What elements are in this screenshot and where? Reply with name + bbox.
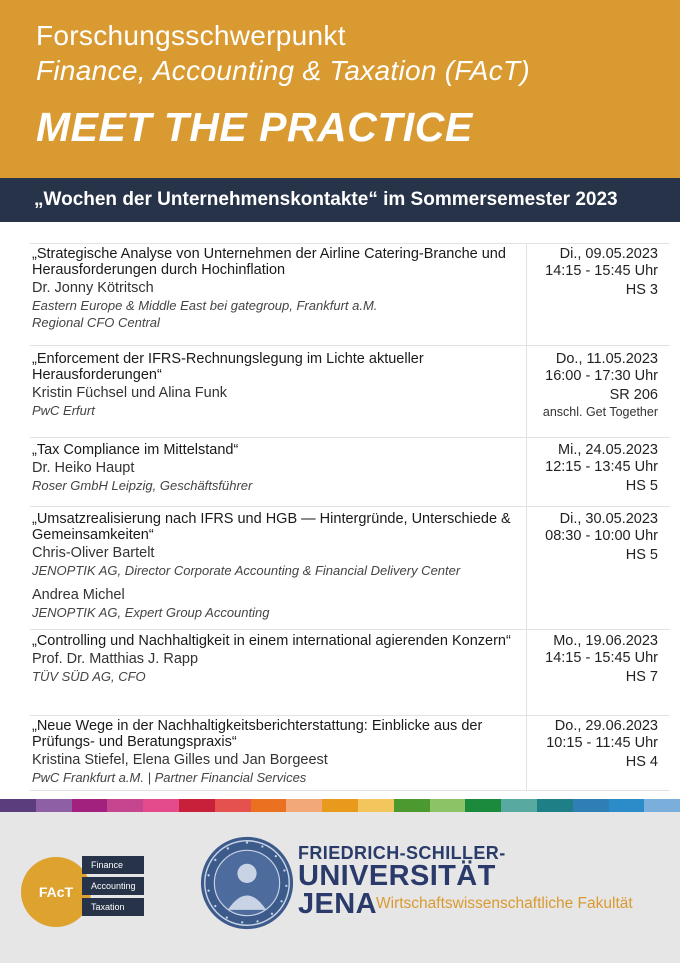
color-stripe [537,799,573,812]
event-time: 16:00 - 17:30 Uhr [545,368,658,384]
event-room: HS 5 [625,547,658,563]
event-row [30,345,670,437]
research-focus-title: Finance, Accounting & Taxation (FAcT) [36,55,531,86]
event-affiliation: Eastern Europe & Middle East bei gategroup, Frankfurt a.M. [32,298,378,313]
event-affiliation: JENOPTIK AG, Director Corporate Accounting & Financial Delivery Center [32,563,461,578]
event-affiliation: PwC Frankfurt a.M. | Partner Financial Services [32,770,307,785]
event-affiliation: TÜV SÜD AG, CFO [32,669,146,684]
color-stripe [573,799,609,812]
event-speaker: Andrea Michel [32,587,125,603]
event-note: anschl. Get Together [542,405,658,419]
event-time: 12:15 - 13:45 Uhr [545,459,658,475]
event-date: Do., 29.06.2023 [554,718,658,734]
color-stripe [0,799,36,812]
page-title: MEET THE PRACTICE [36,104,473,150]
color-stripe [322,799,358,812]
event-title: „Umsatzrealisierung nach IFRS und HGB — Hintergründe, Unterschiede & Gemeinsamkeiten“ [32,511,511,543]
event-row [30,715,670,791]
event-schedule [30,243,670,791]
event-date: Di., 30.05.2023 [559,511,658,527]
color-stripe [501,799,537,812]
event-affiliation: Regional CFO Central [32,315,160,330]
event-room: HS 5 [625,478,658,494]
color-stripe [215,799,251,812]
event-speaker: Prof. Dr. Matthias J. Rapp [32,651,199,667]
event-time: 10:15 - 11:45 Uhr [546,735,658,751]
university-seal-icon [199,835,295,931]
event-affiliation: Roser GmbH Leipzig, Geschäftsführer [32,478,253,493]
university-name-line3: JENA [298,888,377,920]
university-name-line1: FRIEDRICH-SCHILLER- [298,843,506,863]
fact-logo: FAcT [21,857,91,927]
event-title: „Enforcement der IFRS-Rechnungslegung im Lichte aktueller Herausforderungen“ [32,351,424,383]
research-focus-label: Forschungsschwerpunkt [36,20,346,51]
university-name-line2: UNIVERSITÄT [298,860,496,892]
color-stripe [609,799,645,812]
color-stripe [358,799,394,812]
color-stripe [251,799,287,812]
event-affiliation: PwC Erfurt [32,403,95,418]
fact-item: Taxation [82,898,144,916]
color-stripe-bar [0,799,680,812]
event-speaker: Kristina Stiefel, Elena Gilles und Jan Borgeest [32,752,328,768]
event-room: HS 7 [625,669,658,685]
event-row [30,629,670,715]
color-stripe [286,799,322,812]
event-row [30,506,670,629]
event-time: 14:15 - 15:45 Uhr [545,650,658,666]
event-title: „Controlling und Nachhaltigkeit in einem international agierenden Konzern“ [32,633,511,649]
event-time: 14:15 - 15:45 Uhr [545,263,658,279]
fact-item: Accounting [82,877,144,895]
event-room: HS 4 [625,754,658,770]
color-stripe [465,799,501,812]
event-title: „Strategische Analyse von Unternehmen der Airline Catering-Branche und Herausforderungen durch Hochinflation [32,246,506,278]
color-stripe [36,799,72,812]
color-stripe [107,799,143,812]
color-stripe [143,799,179,812]
event-room: HS 3 [625,282,658,298]
color-stripe [72,799,108,812]
event-date: Mo., 19.06.2023 [553,633,658,649]
event-time: 08:30 - 10:00 Uhr [545,528,658,544]
event-row [30,437,670,506]
color-stripe [179,799,215,812]
fact-logo-list [82,856,144,919]
fact-item: Finance [82,856,144,874]
event-date: Do., 11.05.2023 [555,351,658,367]
event-title: „Tax Compliance im Mittelstand“ [32,442,239,458]
event-row [30,243,670,345]
semester-banner: „Wochen der Unternehmenskontakte“ im Sommersemester 2023 [0,178,680,222]
event-title: „Neue Wege in der Nachhaltigkeitsberichterstattung: Einblicke aus der Prüfungs- und Beratungspraxis“ [32,718,483,750]
color-stripe [430,799,466,812]
faculty-name: Wirtschaftswissenschaftliche Fakultät [376,895,633,912]
color-stripe [644,799,680,812]
event-speaker: Dr. Heiko Haupt [32,460,135,476]
color-stripe [394,799,430,812]
event-date: Di., 09.05.2023 [559,246,658,262]
event-speaker: Chris-Oliver Bartelt [32,545,155,561]
event-speaker: Dr. Jonny Kötritsch [32,280,154,296]
header [0,0,680,178]
event-speaker: Kristin Füchsel und Alina Funk [32,385,228,401]
footer [0,812,680,963]
event-room: SR 206 [609,387,658,403]
event-affiliation: JENOPTIK AG, Expert Group Accounting [32,605,270,620]
event-date: Mi., 24.05.2023 [558,442,658,458]
